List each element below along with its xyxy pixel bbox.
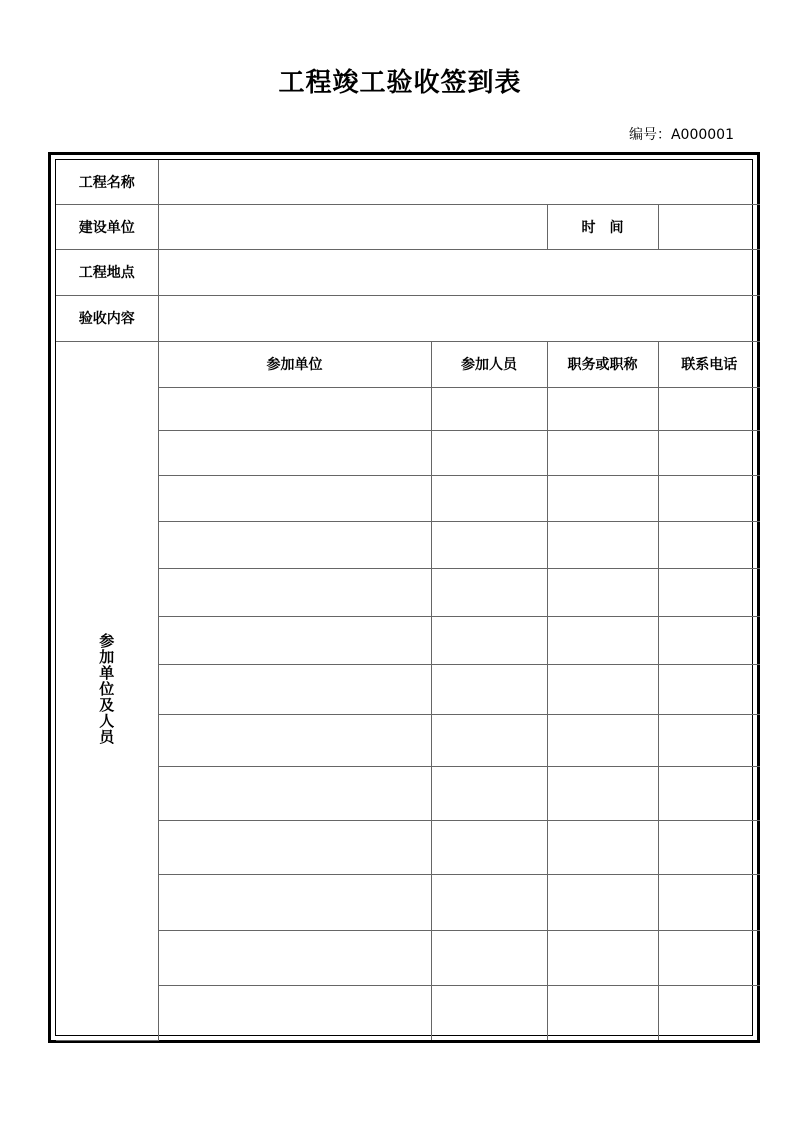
header-unit: 参加单位	[158, 341, 431, 387]
cell-unit[interactable]	[158, 714, 431, 766]
cell-phone[interactable]	[658, 766, 760, 820]
table-row	[56, 475, 760, 521]
row-location	[56, 249, 760, 295]
label-builder: 建设单位	[56, 204, 158, 249]
cell-person[interactable]	[431, 714, 547, 766]
row-builder	[56, 204, 760, 249]
cell-title[interactable]	[547, 430, 658, 475]
row-project-name	[56, 160, 760, 204]
table-row	[56, 387, 760, 430]
cell-title[interactable]	[547, 714, 658, 766]
cell-unit[interactable]	[158, 874, 431, 930]
cell-person[interactable]	[431, 766, 547, 820]
form-inner-frame	[55, 159, 753, 1036]
cell-phone[interactable]	[658, 664, 760, 714]
cell-unit[interactable]	[158, 664, 431, 714]
header-person: 参加人员	[431, 341, 547, 387]
cell-person[interactable]	[431, 616, 547, 664]
table-row	[56, 664, 760, 714]
cell-person[interactable]	[431, 430, 547, 475]
value-project-name[interactable]	[158, 160, 760, 204]
cell-title[interactable]	[547, 930, 658, 985]
cell-title[interactable]	[547, 387, 658, 430]
cell-title[interactable]	[547, 616, 658, 664]
value-content[interactable]	[158, 295, 760, 341]
participants-side-label: 参加单位及人员	[97, 632, 116, 745]
value-time[interactable]	[658, 204, 760, 249]
cell-unit[interactable]	[158, 930, 431, 985]
cell-phone[interactable]	[658, 820, 760, 874]
cell-phone[interactable]	[658, 475, 760, 521]
cell-phone[interactable]	[658, 985, 760, 1040]
table-row	[56, 616, 760, 664]
cell-phone[interactable]	[658, 616, 760, 664]
cell-person[interactable]	[431, 820, 547, 874]
cell-unit[interactable]	[158, 475, 431, 521]
label-location: 工程地点	[56, 249, 158, 295]
cell-phone[interactable]	[658, 387, 760, 430]
form-title: 工程竣工验收签到表	[278, 68, 522, 98]
value-builder[interactable]	[158, 204, 547, 249]
table-row	[56, 521, 760, 568]
table-row	[56, 766, 760, 820]
header-title: 职务或职称	[547, 341, 658, 387]
cell-unit[interactable]	[158, 387, 431, 430]
label-project-name: 工程名称	[56, 160, 158, 204]
cell-person[interactable]	[431, 387, 547, 430]
table-row	[56, 430, 760, 475]
table-row	[56, 930, 760, 985]
cell-phone[interactable]	[658, 714, 760, 766]
cell-phone[interactable]	[658, 568, 760, 616]
row-participant-header	[56, 341, 760, 387]
label-time: 时 间	[547, 204, 658, 249]
cell-person[interactable]	[431, 874, 547, 930]
cell-title[interactable]	[547, 874, 658, 930]
table-row	[56, 568, 760, 616]
participants-side-cell	[56, 341, 158, 1040]
cell-person[interactable]	[431, 521, 547, 568]
cell-unit[interactable]	[158, 820, 431, 874]
cell-title[interactable]	[547, 475, 658, 521]
row-content	[56, 295, 760, 341]
cell-title[interactable]	[547, 568, 658, 616]
cell-title[interactable]	[547, 521, 658, 568]
cell-phone[interactable]	[658, 930, 760, 985]
label-content: 验收内容	[56, 295, 158, 341]
table-row	[56, 820, 760, 874]
cell-phone[interactable]	[658, 874, 760, 930]
header-phone: 联系电话	[658, 341, 760, 387]
cell-title[interactable]	[547, 766, 658, 820]
cell-unit[interactable]	[158, 568, 431, 616]
form-number: 编号：A000001	[628, 127, 734, 143]
cell-person[interactable]	[431, 568, 547, 616]
cell-title[interactable]	[547, 820, 658, 874]
cell-unit[interactable]	[158, 616, 431, 664]
cell-title[interactable]	[547, 985, 658, 1040]
table-row	[56, 985, 760, 1040]
table-row	[56, 714, 760, 766]
cell-person[interactable]	[431, 475, 547, 521]
table-row	[56, 874, 760, 930]
cell-person[interactable]	[431, 985, 547, 1040]
cell-unit[interactable]	[158, 521, 431, 568]
form-frame	[48, 152, 760, 1043]
cell-title[interactable]	[547, 664, 658, 714]
cell-person[interactable]	[431, 930, 547, 985]
cell-unit[interactable]	[158, 766, 431, 820]
cell-phone[interactable]	[658, 430, 760, 475]
cell-unit[interactable]	[158, 430, 431, 475]
value-location[interactable]	[158, 249, 760, 295]
signin-table	[56, 160, 760, 1041]
cell-person[interactable]	[431, 664, 547, 714]
cell-unit[interactable]	[158, 985, 431, 1040]
cell-phone[interactable]	[658, 521, 760, 568]
